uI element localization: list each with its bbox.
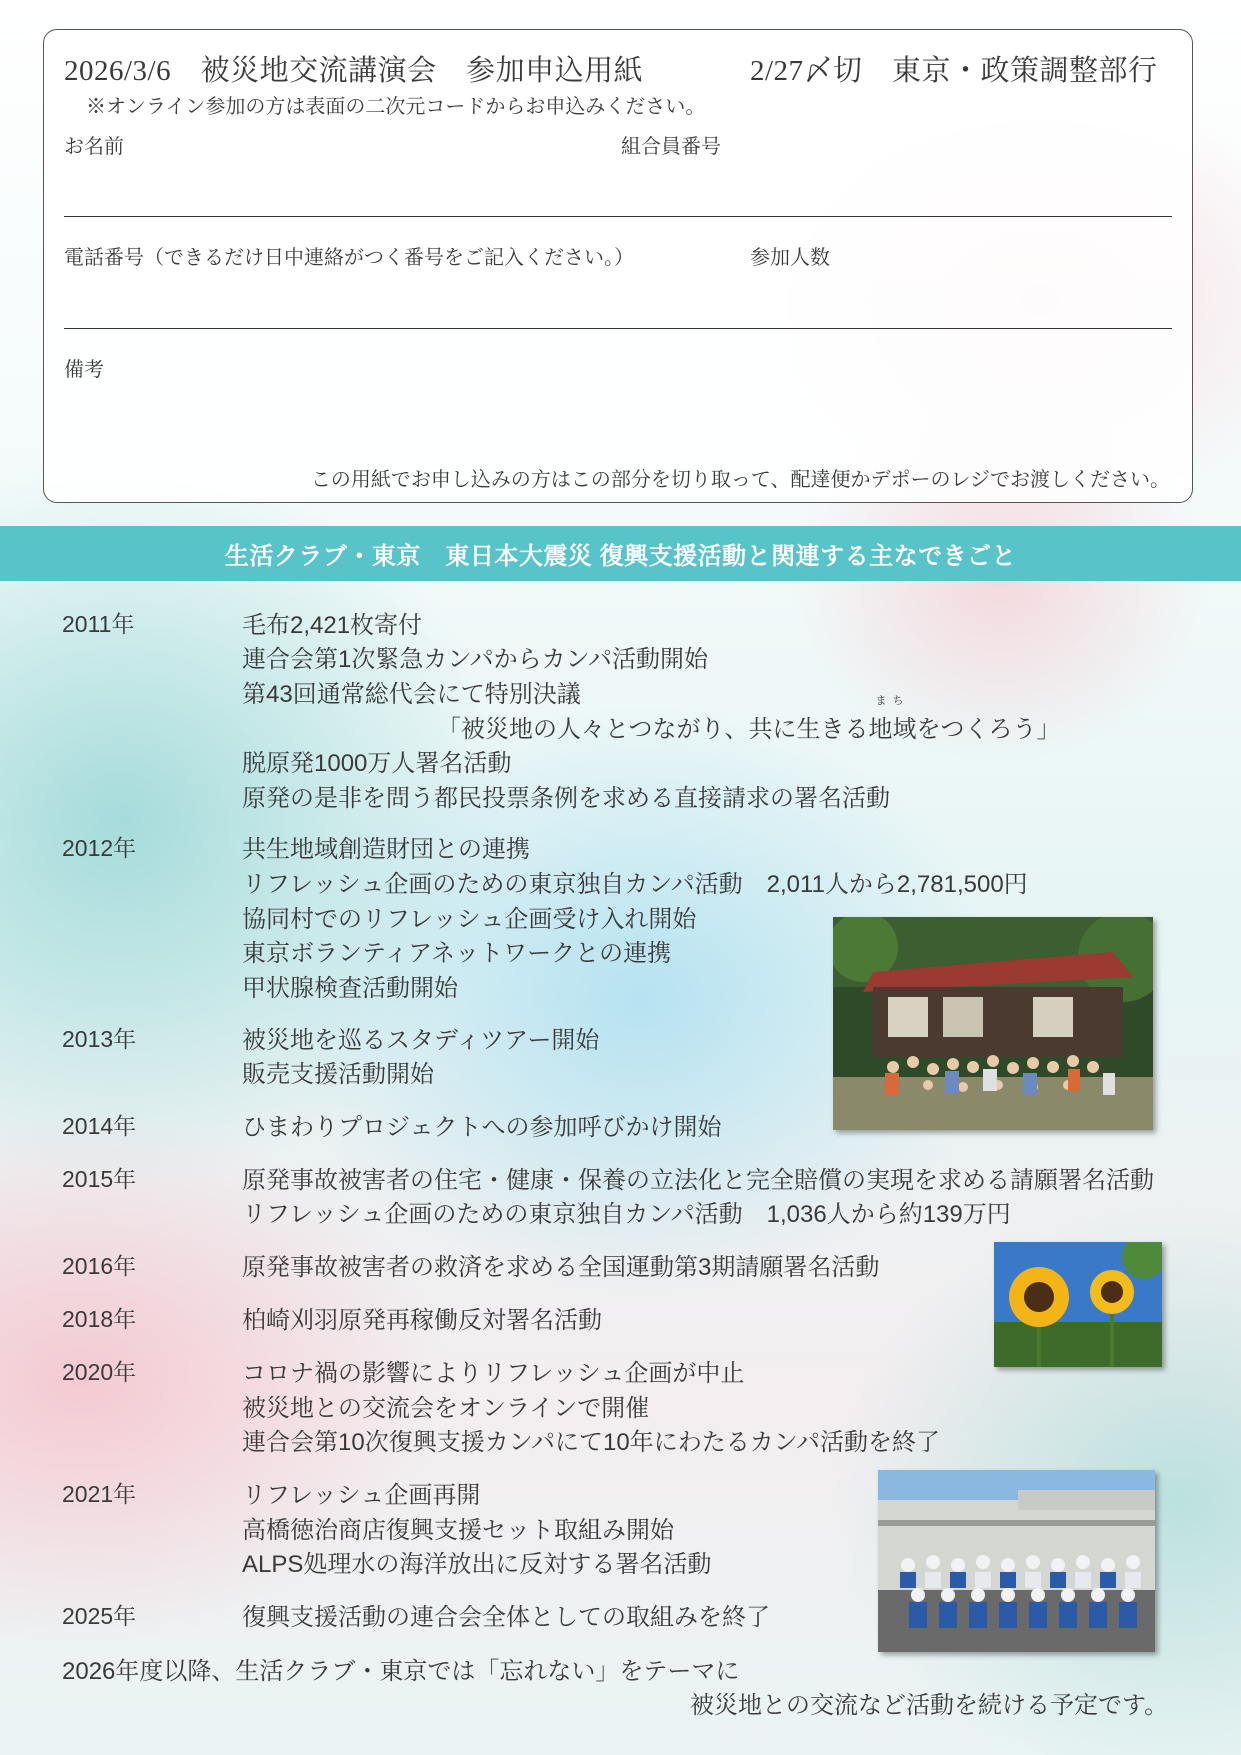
year-2025: 2025年 — [62, 1603, 137, 1629]
group-photo-house — [833, 917, 1153, 1130]
year-2015: 2015年 — [62, 1166, 137, 1192]
form-deadline: 2/27〆切 東京・政策調整部行 — [750, 55, 1158, 87]
year-2016: 2016年 — [62, 1253, 137, 1279]
event-item: 東京ボランティアネットワークとの連携 — [242, 940, 672, 967]
event-item: ALPS処理水の海洋放出に反対する署名活動 — [242, 1551, 712, 1578]
ruby-base: 地域 — [868, 716, 917, 743]
year-2012: 2012年 — [62, 835, 137, 861]
event-item: ひまわりプロジェクトへの参加呼びかけ開始 — [242, 1114, 722, 1141]
ruby-word — [868, 695, 917, 744]
application-form — [43, 29, 1193, 503]
remarks-field[interactable] — [64, 385, 1164, 455]
name-field-line[interactable] — [64, 216, 1172, 217]
event-item: 被災地を巡るスタディツアー開始 — [242, 1027, 600, 1054]
year-2018: 2018年 — [62, 1306, 137, 1332]
event-item: 協同村でのリフレッシュ企画受け入れ開始 — [242, 906, 697, 933]
event-item: 甲状腺検査活動開始 — [242, 975, 458, 1002]
event-item: リフレッシュ企画再開 — [242, 1482, 481, 1509]
year-2021: 2021年 — [62, 1481, 137, 1507]
event-item: 脱原発1000万人署名活動 — [242, 750, 512, 777]
phone-field-line[interactable] — [64, 328, 1172, 329]
event-item: 販売支援活動開始 — [242, 1061, 434, 1088]
year-2011: 2011年 — [62, 611, 135, 637]
year-2014: 2014年 — [62, 1113, 137, 1139]
event-item: 毛布2,421枚寄付 — [242, 612, 423, 639]
form-title: 2026/3/6 被災地交流講演会 参加申込用紙 — [64, 55, 644, 87]
group-photo-factory — [878, 1470, 1155, 1652]
name-label: お名前 — [64, 136, 124, 158]
year-2020: 2020年 — [62, 1359, 137, 1385]
online-note: ※オンライン参加の方は表面の二次元コードからお申込みください。 — [86, 96, 706, 118]
closing-line-2: 被災地との交流など活動を続ける予定です。 — [690, 1692, 1169, 1719]
year-2013: 2013年 — [62, 1026, 137, 1052]
event-item: 第43回通常総代会にて特別決議 — [242, 681, 581, 708]
resolution-after: をつくろう」 — [916, 716, 1061, 743]
member-number-label: 組合員番号 — [621, 136, 721, 158]
remarks-label: 備考 — [64, 359, 104, 381]
participants-label: 参加人数 — [750, 247, 830, 269]
event-item: 原発事故被害者の住宅・健康・保養の立法化と完全賠償の実現を求める請願署名活動 — [242, 1167, 1154, 1194]
ruby-reading: まち — [875, 695, 910, 707]
event-item: 原発事故被害者の救済を求める全国運動第3期請願署名活動 — [242, 1254, 880, 1281]
event-item: リフレッシュ企画のための東京独自カンパ活動 2,011人から2,781,500円 — [242, 871, 1028, 898]
form-footer-instruction: この用紙でお申し込みの方はこの部分を切り取って、配達便かデポーのレジでお渡しください。 — [310, 469, 1170, 491]
timeline-banner: 生活クラブ・東京 東日本大震災 復興支援活動と関連する主なできごと — [0, 526, 1241, 581]
event-item: 柏崎刈羽原発再稼働反対署名活動 — [242, 1307, 602, 1334]
event-item: 原発の是非を問う都民投票条例を求める直接請求の署名活動 — [242, 785, 890, 812]
resolution-before: 「被災地の人々とつながり、共に生きる — [437, 716, 869, 743]
phone-label: 電話番号（できるだけ日中連絡がつく番号をご記入ください。） — [64, 247, 634, 269]
event-item: 共生地域創造財団との連携 — [242, 836, 530, 863]
event-item: 連合会第10次復興支援カンパにて10年にわたるカンパ活動を終了 — [242, 1429, 941, 1456]
closing-line-1: 2026年度以降、生活クラブ・東京では「忘れない」をテーマに — [62, 1658, 740, 1685]
event-item: 復興支援活動の連合会全体としての取組みを終了 — [242, 1604, 770, 1631]
event-item: リフレッシュ企画のための東京独自カンパ活動 1,036人から約139万円 — [242, 1201, 1011, 1228]
event-item: 連合会第1次緊急カンパからカンパ活動開始 — [242, 646, 708, 673]
event-item: コロナ禍の影響によりリフレッシュ企画が中止 — [242, 1360, 745, 1387]
resolution-quote — [437, 695, 1061, 744]
sunflower-photo — [994, 1242, 1162, 1367]
event-item: 高橋徳治商店復興支援セット取組み開始 — [242, 1517, 674, 1544]
event-item: 被災地との交流会をオンラインで開催 — [242, 1395, 650, 1422]
